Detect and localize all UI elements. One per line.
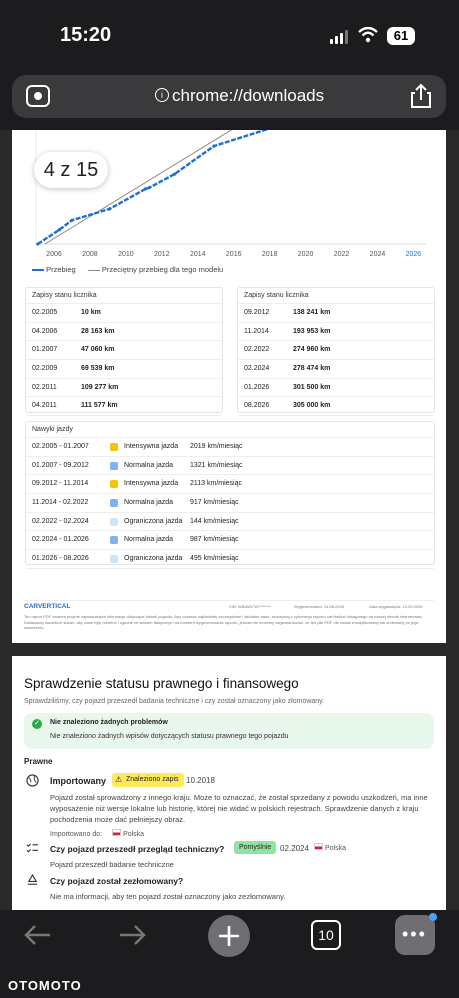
legal-title: Sprawdzenie statusu prawnego i finansowego xyxy=(24,676,299,691)
otomoto-watermark: OTOMOTO xyxy=(8,978,82,993)
x-tick-label: 2016 xyxy=(225,251,242,258)
info-icon[interactable]: i xyxy=(155,88,169,102)
check-icon: ✓ xyxy=(32,719,42,729)
x-tick-label: 2026 xyxy=(405,251,422,258)
cellular-signal-icon xyxy=(330,30,350,44)
forward-arrow-icon[interactable] xyxy=(118,923,148,947)
x-tick-label: 2006 xyxy=(46,251,62,258)
meter-row xyxy=(26,379,222,398)
habit-period: 02.2024 - 01.2026 xyxy=(32,536,89,544)
inspection-date: 02.2024 xyxy=(280,844,309,853)
habit-row xyxy=(26,475,434,494)
meter-value: 109 277 km xyxy=(81,383,119,391)
imported-label: Importowany xyxy=(50,776,107,786)
habit-color-swatch xyxy=(110,536,118,544)
inspection-badge: Pomyślnie xyxy=(234,841,276,854)
meter-date: 02.2024 xyxy=(244,365,270,373)
x-tick-label: 2024 xyxy=(369,251,386,258)
section-title: Prawne xyxy=(24,757,53,766)
vin: VIN: WBAVA710******** xyxy=(229,604,271,609)
habit-value: 495 km/miesiąc xyxy=(190,555,239,563)
habit-color-swatch xyxy=(110,443,118,451)
no-problems-banner xyxy=(24,713,434,749)
x-tick-label: 2020 xyxy=(297,251,314,258)
meter-date: 02.2005 xyxy=(32,309,58,316)
habit-label: Normalna jazda xyxy=(124,499,174,507)
habit-period: 01.2026 - 08.2026 xyxy=(32,555,89,563)
clock: 15:20 xyxy=(60,24,112,46)
habit-period: 11.2014 - 02.2022 xyxy=(32,499,89,507)
meter-value: 193 953 km xyxy=(293,327,331,335)
meter-date: 04.2011 xyxy=(32,402,57,410)
habit-value: 144 km/miesiąc xyxy=(190,517,239,525)
country: Polska xyxy=(324,845,346,852)
report-page xyxy=(12,130,446,643)
disclaimer: Ten raport PDF zawiera jedynie najważniejsze informacje dotyczące historii pojazdu. Aby uzyskać najbardziej szczegółowe i aktualne dane, skorzystaj z cyfrowego raportu carVertical dostępnego na naszej stronie internetowej. Dokładamy wszelkich starań, aby dane były rzetelne i zgodne ze stanem faktycznym na moment wygenerowania raportu, jednak nie możemy zagwarantować, że ten plik PDF nie został zmodyfikowany lub zmieniony po jego utworzeniu. xyxy=(24,614,423,630)
habit-row xyxy=(26,513,434,532)
generated-date: Wygenerowano: 14.08.2026 xyxy=(294,604,344,609)
more-dots-icon: ••• xyxy=(402,924,427,944)
meter-value: 274 960 km xyxy=(293,346,331,354)
meter-value: 47 060 km xyxy=(81,346,115,354)
wifi-icon xyxy=(358,27,378,43)
meter-row xyxy=(238,341,434,360)
imported-badge xyxy=(112,773,184,787)
meter-date: 02.2011 xyxy=(32,383,57,391)
imported-date: 10.2018 xyxy=(186,776,215,785)
meter-row xyxy=(238,304,434,323)
habit-period: 01.2007 - 09.2012 xyxy=(32,461,89,469)
meter-value: 10 km xyxy=(81,309,101,316)
meter-row xyxy=(238,379,434,398)
x-tick-label: 2012 xyxy=(154,251,170,258)
habit-label: Intensywna jazda xyxy=(124,443,179,450)
habit-row xyxy=(26,531,434,550)
habit-period: 02.2022 - 02.2024 xyxy=(32,517,89,525)
more-menu-button[interactable] xyxy=(395,915,435,955)
inspection-label: Czy pojazd przeszedł przegląd techniczny? xyxy=(50,844,225,854)
habit-value: 917 km/miesiąc xyxy=(190,499,239,507)
url-text[interactable]: chrome://downloads xyxy=(172,86,325,105)
lens-search-icon[interactable] xyxy=(26,85,50,107)
legal-subtitle: Sprawdziliśmy, czy pojazd przeszedł badania techniczne i czy został oznaczony jako złomowany. xyxy=(24,698,325,705)
warning-icon: ⚠ xyxy=(115,775,123,784)
banner-text: Nie znaleziono żadnych wpisów dotyczących statusu prawnego tego pojazdu xyxy=(50,733,289,740)
meter-table-left xyxy=(25,287,223,413)
imported-to-label: Importowano do: xyxy=(50,831,103,838)
meter-date: 02.2009 xyxy=(32,365,58,373)
new-tab-button[interactable] xyxy=(208,915,250,957)
poland-flag-icon xyxy=(314,843,323,850)
meter-date: 08.2026 xyxy=(244,402,270,410)
mileage-point xyxy=(58,228,61,231)
habit-color-swatch xyxy=(110,499,118,507)
tab-count: 10 xyxy=(318,927,334,943)
x-tick-label: 2018 xyxy=(261,251,278,258)
meter-value: 301 500 km xyxy=(293,383,331,391)
legal-status-page xyxy=(12,656,446,910)
habit-value: 2113 km/miesiąc xyxy=(190,480,243,488)
meter-date: 01.2026 xyxy=(244,383,270,391)
meter-row xyxy=(26,360,222,379)
meter-row xyxy=(26,323,222,342)
legend-series-2: Przeciętny przebieg dla tego modelu xyxy=(101,265,224,274)
mileage-chart xyxy=(12,130,446,265)
mileage-point xyxy=(212,144,215,147)
meter-value: 111 577 km xyxy=(81,402,118,410)
meter-row xyxy=(26,397,222,416)
meter-date: 01.2007 xyxy=(32,346,58,354)
mileage-point xyxy=(173,173,176,176)
habit-label: Ograniczona jazda xyxy=(124,555,183,563)
inspection-country xyxy=(314,843,346,852)
address-bar[interactable] xyxy=(12,75,446,118)
country: Polska xyxy=(123,831,145,838)
habits-title: Nawyki jazdy xyxy=(26,422,434,438)
habit-label: Intensywna jazda xyxy=(124,480,179,488)
habit-label: Normalna jazda xyxy=(124,536,174,544)
habit-row xyxy=(26,550,434,569)
mileage-point xyxy=(70,219,73,222)
mileage-point xyxy=(108,207,111,210)
banner-title: Nie znaleziono żadnych problemów xyxy=(50,719,168,726)
chart-legend xyxy=(32,265,223,274)
battery-indicator: 61 xyxy=(387,27,415,45)
legend-series-1: Przebieg xyxy=(46,265,76,274)
globe-icon xyxy=(26,774,39,787)
habit-row xyxy=(26,494,434,513)
mileage-point xyxy=(144,187,147,190)
plus-icon xyxy=(218,925,240,947)
back-arrow-icon[interactable] xyxy=(22,923,52,947)
meter-row xyxy=(26,304,222,323)
meter-value: 69 539 km xyxy=(81,365,115,373)
mileage-point xyxy=(148,186,151,189)
meter-date: 09.2012 xyxy=(244,309,270,316)
imported-to-row xyxy=(50,829,144,838)
habit-color-swatch xyxy=(110,462,118,470)
habit-row xyxy=(26,438,434,457)
habit-label: Ograniczona jazda xyxy=(124,517,183,525)
carvertical-logo: CARVERTICAL xyxy=(24,603,71,610)
inspection-description: Pojazd przeszedł badanie techniczne xyxy=(50,860,174,869)
scrapped-description: Nie ma informacji, aby ten pojazd został oznaczony jako zezłomowany. xyxy=(50,892,286,901)
expiry-date: Data wygaśnięcia: 13.09.2026 xyxy=(369,604,423,609)
habit-color-swatch xyxy=(110,518,118,526)
meter-table-title: Zapisy stanu licznika xyxy=(238,288,434,304)
meter-row xyxy=(238,323,434,342)
meter-row xyxy=(26,341,222,360)
scrapped-label: Czy pojazd został zezłomowany? xyxy=(50,876,184,886)
meter-row xyxy=(238,397,434,416)
page-viewport[interactable] xyxy=(0,130,459,910)
tabs-button[interactable] xyxy=(311,920,341,950)
x-tick-label: 2010 xyxy=(118,251,134,258)
habit-period: 02.2005 - 01.2007 xyxy=(32,443,89,450)
mileage-point xyxy=(36,242,39,245)
x-tick-label: 2014 xyxy=(189,251,206,258)
habit-row xyxy=(26,457,434,476)
meter-date: 11.2014 xyxy=(244,327,269,335)
meter-value: 28 163 km xyxy=(81,327,115,335)
driving-habits-table xyxy=(25,421,435,565)
checklist-icon xyxy=(26,842,39,855)
habit-color-swatch xyxy=(110,555,118,563)
habit-period: 09.2012 - 11.2014 xyxy=(32,480,89,488)
meter-date: 04.2006 xyxy=(32,327,58,335)
habit-color-swatch xyxy=(110,480,118,488)
habit-value: 1321 km/miesiąc xyxy=(190,461,243,469)
habit-label: Normalna jazda xyxy=(124,461,174,469)
page-indicator[interactable]: 4 z 15 xyxy=(34,152,108,188)
habit-value: 987 km/miesiąc xyxy=(190,536,239,544)
meter-table-right xyxy=(237,287,435,413)
share-icon[interactable] xyxy=(409,83,433,109)
meter-value: 305 000 km xyxy=(293,402,331,410)
report-footer xyxy=(24,600,434,631)
imported-badge-text: Znaleziono zapis xyxy=(126,776,179,783)
x-tick-label: 2022 xyxy=(333,251,350,258)
imported-description: Pojazd został sprowadzony z innego kraju. Może to oznaczać, że został sprzedany z powodu uszkodzeń, ma inne wyposażenie niż wersje lokalne lub historię, której nie widać w polskich rejestrach. Sprawdzenie danych z kraju pochodzenia może dać pełniejszy obraz. xyxy=(50,793,428,824)
meter-date: 02.2022 xyxy=(244,346,270,354)
notification-dot xyxy=(429,913,437,921)
poland-flag-icon xyxy=(112,829,121,836)
meter-value: 278 474 km xyxy=(293,365,331,373)
habit-value: 2019 km/miesiąc xyxy=(190,443,243,450)
x-tick-label: 2008 xyxy=(82,251,98,258)
meter-value: 138 241 km xyxy=(293,309,331,316)
recycle-icon xyxy=(26,874,39,887)
meter-row xyxy=(238,360,434,379)
status-bar xyxy=(0,0,459,70)
meter-table-title: Zapisy stanu licznika xyxy=(26,288,222,304)
